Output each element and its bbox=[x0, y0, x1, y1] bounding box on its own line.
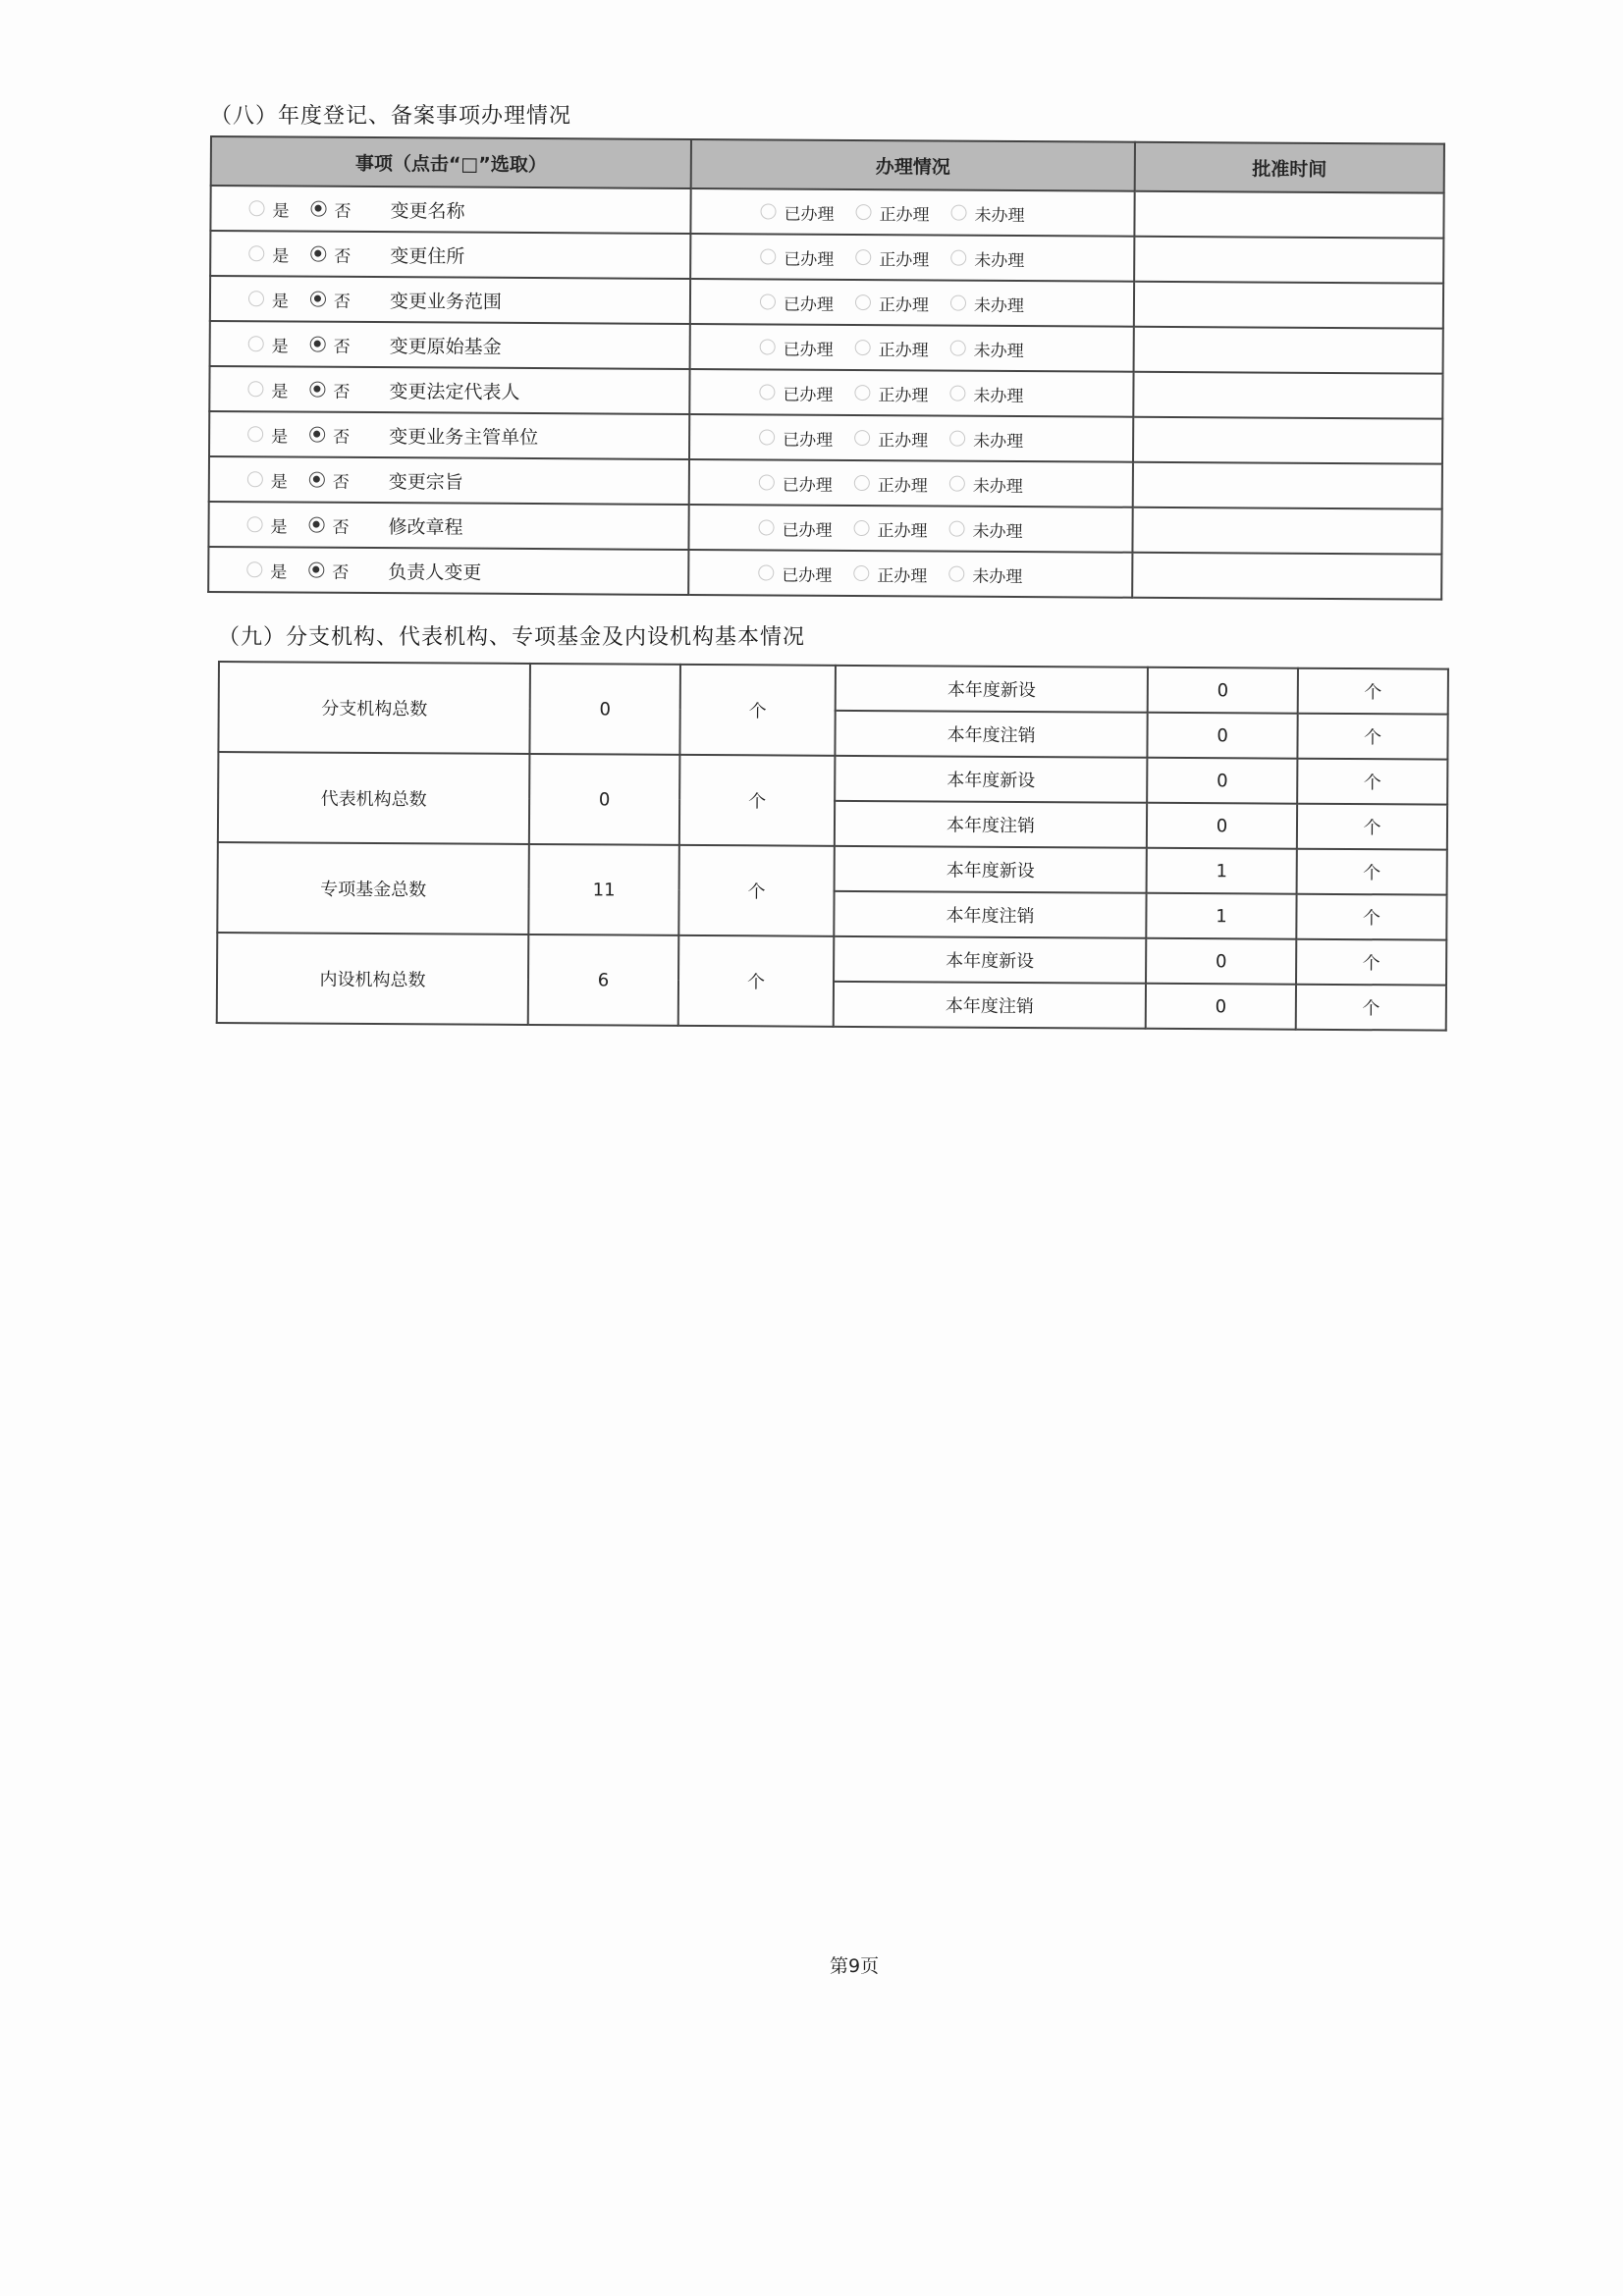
status-option[interactable] bbox=[853, 561, 927, 586]
status-option[interactable] bbox=[950, 245, 1024, 270]
radio-icon[interactable] bbox=[247, 426, 263, 442]
status-label: 正办理 bbox=[877, 565, 928, 586]
table-row bbox=[210, 321, 1443, 374]
status-cell bbox=[689, 369, 1133, 417]
unit-label: 个 bbox=[1296, 985, 1446, 1031]
status-cell bbox=[690, 279, 1134, 327]
status-choice bbox=[691, 334, 1133, 361]
total-value: 0 bbox=[530, 664, 680, 755]
no-option[interactable] bbox=[309, 467, 350, 492]
status-label: 正办理 bbox=[878, 294, 930, 315]
cancel-value: 0 bbox=[1147, 803, 1297, 849]
status-label: 未办理 bbox=[973, 431, 1024, 452]
status-label: 已办理 bbox=[782, 475, 833, 496]
section9-title: （九）分支机构、代表机构、专项基金及内设机构基本情况 bbox=[218, 625, 806, 650]
status-option[interactable] bbox=[759, 425, 833, 450]
item-choice bbox=[210, 376, 688, 405]
cancel-label: 本年度注销 bbox=[835, 801, 1147, 848]
yes-label: 是 bbox=[271, 381, 289, 401]
yes-label: 是 bbox=[271, 336, 289, 356]
status-cell bbox=[690, 324, 1134, 372]
yes-label: 是 bbox=[270, 471, 288, 492]
no-option[interactable] bbox=[310, 196, 351, 221]
item-cell bbox=[209, 366, 689, 414]
no-label: 否 bbox=[332, 562, 350, 583]
no-option[interactable] bbox=[310, 287, 351, 311]
status-label: 未办理 bbox=[972, 476, 1023, 497]
category-label: 代表机构总数 bbox=[218, 752, 530, 844]
status-cell bbox=[689, 414, 1133, 462]
status-option[interactable] bbox=[855, 291, 929, 315]
item-cell bbox=[210, 276, 690, 324]
category-label: 内设机构总数 bbox=[217, 933, 529, 1025]
status-option[interactable] bbox=[759, 470, 833, 495]
radio-icon[interactable] bbox=[853, 565, 869, 581]
status-choice bbox=[691, 198, 1133, 226]
radio-icon[interactable] bbox=[854, 430, 870, 446]
new-label: 本年度新设 bbox=[835, 846, 1147, 893]
yes-option[interactable] bbox=[247, 467, 288, 492]
item-choice bbox=[209, 557, 687, 586]
approval-time-cell[interactable] bbox=[1134, 191, 1443, 239]
new-value: 0 bbox=[1148, 667, 1298, 714]
no-option[interactable] bbox=[309, 422, 350, 447]
item-choice bbox=[210, 466, 688, 496]
table-row bbox=[210, 186, 1443, 239]
status-label: 未办理 bbox=[973, 386, 1024, 406]
unit-label: 个 bbox=[1297, 804, 1447, 850]
radio-icon[interactable] bbox=[759, 474, 775, 490]
radio-icon[interactable] bbox=[760, 339, 776, 354]
item-choice bbox=[211, 240, 689, 270]
radio-icon[interactable] bbox=[950, 295, 966, 311]
no-option[interactable] bbox=[310, 241, 351, 266]
status-label: 未办理 bbox=[972, 566, 1023, 587]
status-label: 已办理 bbox=[783, 430, 834, 451]
registration-table bbox=[207, 135, 1445, 601]
approval-time-cell[interactable] bbox=[1133, 462, 1442, 509]
status-label: 已办理 bbox=[784, 204, 835, 225]
status-choice bbox=[690, 424, 1132, 452]
item-cell bbox=[210, 231, 690, 279]
cancel-label: 本年度注销 bbox=[834, 891, 1146, 938]
radio-icon[interactable] bbox=[949, 521, 965, 537]
status-label: 正办理 bbox=[877, 475, 928, 496]
radio-icon[interactable] bbox=[950, 341, 966, 356]
radio-icon[interactable] bbox=[760, 294, 776, 309]
approval-time-cell[interactable] bbox=[1134, 237, 1443, 284]
no-label: 否 bbox=[333, 337, 351, 357]
status-choice bbox=[689, 514, 1131, 542]
approval-time-cell[interactable] bbox=[1133, 372, 1442, 419]
table-row bbox=[218, 842, 1447, 895]
radio-icon[interactable] bbox=[248, 291, 264, 306]
yes-option[interactable] bbox=[247, 422, 288, 447]
radio-icon[interactable] bbox=[248, 336, 264, 351]
new-label: 本年度新设 bbox=[836, 666, 1148, 713]
no-label: 否 bbox=[333, 382, 351, 402]
radio-icon[interactable] bbox=[309, 517, 325, 533]
status-label: 已办理 bbox=[782, 565, 833, 586]
item-name: 变更法定代表人 bbox=[389, 380, 520, 403]
status-option[interactable] bbox=[760, 335, 834, 359]
status-label: 已办理 bbox=[782, 520, 833, 541]
status-option[interactable] bbox=[855, 336, 929, 360]
table-row bbox=[209, 456, 1442, 509]
new-value: 0 bbox=[1147, 758, 1297, 804]
radio-icon[interactable] bbox=[247, 471, 263, 487]
radio-icon[interactable] bbox=[310, 246, 326, 262]
status-label: 正办理 bbox=[879, 204, 930, 225]
header-status: 办理情况 bbox=[691, 139, 1135, 191]
status-option[interactable] bbox=[760, 244, 834, 269]
status-label: 已办理 bbox=[783, 340, 834, 360]
header-item: 事项（点击“□”选取） bbox=[211, 136, 691, 188]
status-label: 未办理 bbox=[973, 341, 1024, 361]
radio-icon[interactable] bbox=[949, 476, 965, 492]
approval-time-cell[interactable] bbox=[1133, 417, 1442, 464]
status-option[interactable] bbox=[948, 561, 1022, 586]
new-value: 1 bbox=[1147, 848, 1297, 894]
status-label: 正办理 bbox=[878, 385, 929, 405]
status-option[interactable] bbox=[853, 516, 927, 541]
status-option[interactable] bbox=[758, 561, 832, 585]
status-option[interactable] bbox=[949, 426, 1023, 451]
total-value: 6 bbox=[528, 934, 678, 1026]
category-label: 分支机构总数 bbox=[218, 662, 530, 754]
total-value: 11 bbox=[528, 844, 678, 935]
status-label: 未办理 bbox=[972, 521, 1023, 542]
item-name: 变更原始基金 bbox=[389, 335, 502, 358]
item-choice bbox=[211, 195, 689, 225]
radio-icon[interactable] bbox=[855, 294, 871, 310]
item-cell bbox=[210, 186, 690, 234]
radio-icon[interactable] bbox=[949, 386, 965, 401]
item-choice bbox=[211, 331, 689, 360]
radio-icon[interactable] bbox=[950, 205, 966, 221]
no-label: 否 bbox=[333, 427, 351, 448]
item-name: 变更宗旨 bbox=[388, 470, 463, 494]
cancel-label: 本年度注销 bbox=[835, 711, 1147, 758]
status-label: 已办理 bbox=[783, 385, 834, 405]
status-option[interactable] bbox=[854, 471, 928, 496]
status-choice bbox=[691, 243, 1133, 271]
radio-icon[interactable] bbox=[248, 245, 264, 261]
table-row bbox=[209, 411, 1442, 464]
radio-icon[interactable] bbox=[759, 429, 775, 445]
status-cell bbox=[688, 550, 1132, 598]
table-row bbox=[219, 662, 1448, 715]
radio-icon[interactable] bbox=[310, 292, 326, 307]
item-name: 变更业务主管单位 bbox=[389, 425, 539, 449]
new-label: 本年度新设 bbox=[834, 936, 1146, 984]
status-label: 正办理 bbox=[878, 430, 929, 451]
status-option[interactable] bbox=[948, 516, 1022, 541]
status-option[interactable] bbox=[950, 200, 1024, 225]
radio-icon[interactable] bbox=[855, 340, 871, 355]
status-cell bbox=[689, 459, 1133, 507]
item-name: 变更住所 bbox=[390, 244, 465, 268]
no-label: 否 bbox=[334, 246, 352, 267]
status-choice bbox=[689, 560, 1131, 587]
no-label: 否 bbox=[334, 201, 352, 222]
item-cell bbox=[209, 456, 689, 505]
page-number: 第9页 bbox=[830, 1955, 880, 1977]
cancel-value: 1 bbox=[1146, 893, 1296, 939]
status-label: 未办理 bbox=[974, 205, 1025, 226]
no-option[interactable] bbox=[309, 512, 350, 537]
status-label: 未办理 bbox=[973, 295, 1025, 316]
radio-icon[interactable] bbox=[247, 516, 263, 532]
status-option[interactable] bbox=[855, 200, 929, 225]
new-value: 0 bbox=[1146, 938, 1296, 985]
radio-icon[interactable] bbox=[950, 250, 966, 266]
radio-icon[interactable] bbox=[309, 427, 325, 443]
status-choice bbox=[690, 469, 1132, 497]
item-cell bbox=[209, 411, 689, 459]
header-time: 批准时间 bbox=[1135, 142, 1444, 193]
table-row bbox=[218, 752, 1447, 805]
radio-icon[interactable] bbox=[855, 249, 871, 265]
status-option[interactable] bbox=[854, 381, 928, 405]
total-value: 0 bbox=[529, 754, 679, 845]
item-choice bbox=[211, 286, 689, 315]
status-cell bbox=[690, 234, 1134, 282]
status-choice bbox=[691, 289, 1133, 316]
yes-option[interactable] bbox=[246, 558, 287, 582]
radio-icon[interactable] bbox=[308, 562, 324, 578]
cancel-value: 0 bbox=[1146, 984, 1296, 1030]
item-cell bbox=[208, 547, 688, 595]
status-option[interactable] bbox=[855, 245, 929, 270]
new-label: 本年度新设 bbox=[835, 756, 1147, 803]
unit-label: 个 bbox=[1296, 894, 1446, 940]
approval-time-cell[interactable] bbox=[1134, 282, 1443, 329]
status-label: 正办理 bbox=[877, 520, 928, 541]
radio-icon[interactable] bbox=[758, 564, 774, 580]
yes-label: 是 bbox=[270, 516, 288, 537]
radio-icon[interactable] bbox=[310, 337, 326, 352]
unit-label: 个 bbox=[679, 755, 836, 846]
category-label: 专项基金总数 bbox=[217, 842, 529, 934]
no-label: 否 bbox=[332, 472, 350, 493]
unit-label: 个 bbox=[1297, 714, 1447, 760]
status-option[interactable] bbox=[949, 471, 1023, 496]
status-option[interactable] bbox=[760, 290, 834, 314]
table-row bbox=[208, 502, 1441, 555]
radio-icon[interactable] bbox=[854, 385, 870, 400]
cancel-label: 本年度注销 bbox=[834, 982, 1146, 1029]
item-choice bbox=[209, 511, 687, 541]
unit-label: 个 bbox=[1298, 668, 1448, 715]
radio-icon[interactable] bbox=[248, 200, 264, 216]
item-name: 修改章程 bbox=[388, 515, 463, 539]
approval-time-cell[interactable] bbox=[1132, 553, 1441, 600]
table-row bbox=[209, 366, 1442, 419]
radio-icon[interactable] bbox=[247, 381, 263, 397]
approval-time-cell[interactable] bbox=[1132, 507, 1441, 555]
item-cell bbox=[208, 502, 688, 550]
radio-icon[interactable] bbox=[759, 519, 775, 535]
item-name: 变更业务范围 bbox=[389, 290, 503, 313]
status-option[interactable] bbox=[760, 199, 834, 224]
status-option[interactable] bbox=[950, 336, 1024, 360]
unit-label: 个 bbox=[1297, 759, 1447, 805]
yes-label: 是 bbox=[270, 561, 288, 582]
status-cell bbox=[688, 505, 1132, 553]
yes-option[interactable] bbox=[247, 512, 288, 537]
unit-label: 个 bbox=[679, 665, 836, 756]
no-option[interactable] bbox=[310, 332, 351, 356]
item-name: 变更名称 bbox=[390, 199, 465, 223]
radio-icon[interactable] bbox=[949, 431, 965, 447]
radio-icon[interactable] bbox=[246, 561, 262, 577]
status-label: 已办理 bbox=[783, 294, 835, 315]
status-label: 已办理 bbox=[784, 249, 835, 270]
yes-option[interactable] bbox=[247, 377, 288, 401]
status-label: 正办理 bbox=[879, 249, 930, 270]
no-label: 否 bbox=[333, 292, 352, 312]
yes-label: 是 bbox=[272, 200, 290, 221]
yes-label: 是 bbox=[271, 426, 289, 447]
status-option[interactable] bbox=[854, 426, 928, 451]
radio-icon[interactable] bbox=[309, 472, 325, 488]
institutions-table bbox=[216, 661, 1449, 1032]
unit-label: 个 bbox=[678, 845, 835, 936]
yes-label: 是 bbox=[271, 291, 290, 311]
item-name: 负责人变更 bbox=[388, 561, 482, 584]
status-option[interactable] bbox=[758, 515, 832, 540]
status-option[interactable] bbox=[950, 291, 1024, 315]
table-row bbox=[208, 547, 1441, 600]
yes-option[interactable] bbox=[248, 332, 289, 356]
cancel-value: 0 bbox=[1148, 713, 1298, 759]
radio-icon[interactable] bbox=[760, 203, 776, 219]
yes-option[interactable] bbox=[248, 241, 289, 266]
radio-icon[interactable] bbox=[854, 520, 870, 536]
item-choice bbox=[210, 421, 688, 451]
radio-icon[interactable] bbox=[760, 248, 776, 264]
yes-label: 是 bbox=[272, 245, 290, 266]
status-option[interactable] bbox=[949, 381, 1023, 405]
table-row bbox=[210, 276, 1443, 329]
status-label: 正办理 bbox=[878, 340, 929, 360]
table-row bbox=[210, 231, 1443, 284]
status-option[interactable] bbox=[759, 380, 833, 404]
radio-icon[interactable] bbox=[948, 566, 964, 582]
radio-icon[interactable] bbox=[310, 201, 326, 217]
status-label: 未办理 bbox=[974, 250, 1025, 271]
section8-title: （八）年度登记、备案事项办理情况 bbox=[210, 104, 572, 129]
status-cell bbox=[690, 188, 1134, 237]
radio-icon[interactable] bbox=[855, 204, 871, 220]
no-label: 否 bbox=[332, 517, 350, 538]
unit-label: 个 bbox=[1297, 849, 1447, 895]
unit-label: 个 bbox=[1296, 939, 1446, 986]
no-option[interactable] bbox=[309, 377, 350, 401]
yes-option[interactable] bbox=[248, 287, 289, 311]
unit-label: 个 bbox=[678, 935, 835, 1027]
status-choice bbox=[690, 379, 1132, 406]
no-option[interactable] bbox=[308, 558, 349, 582]
radio-icon[interactable] bbox=[759, 384, 775, 400]
radio-icon[interactable] bbox=[309, 382, 325, 398]
item-cell bbox=[210, 321, 690, 369]
yes-option[interactable] bbox=[248, 196, 289, 221]
table-row bbox=[217, 933, 1446, 986]
approval-time-cell[interactable] bbox=[1134, 327, 1443, 374]
radio-icon[interactable] bbox=[854, 475, 870, 491]
